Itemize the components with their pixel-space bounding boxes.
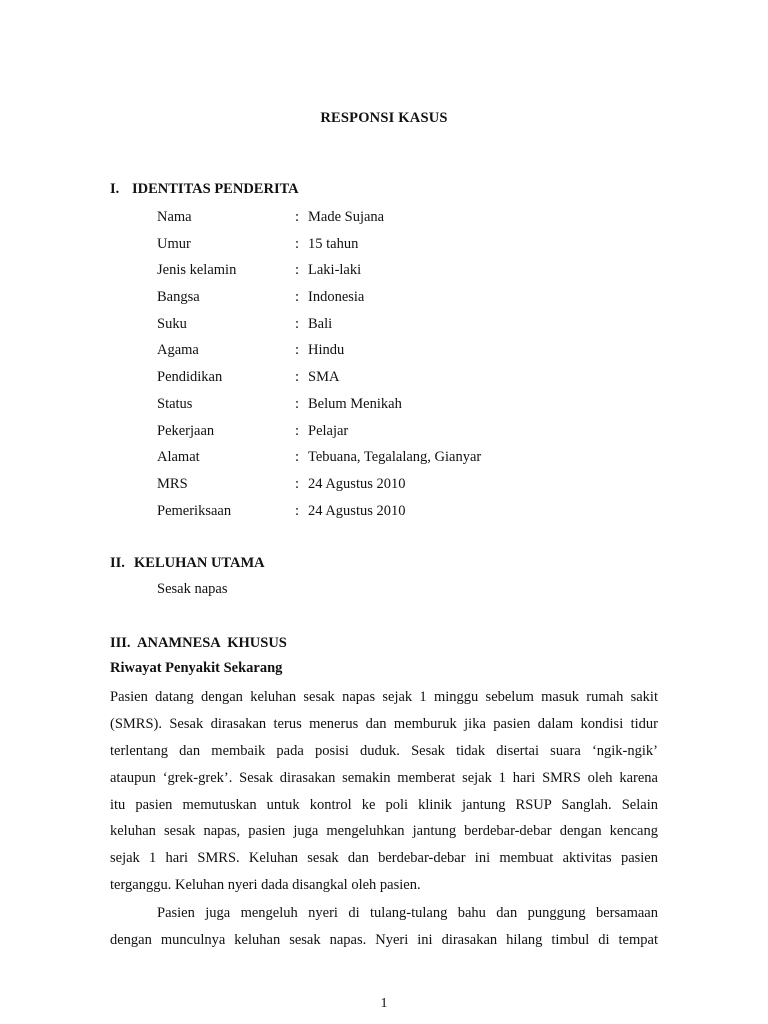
identity-row-status — [157, 394, 481, 421]
identity-value: Indonesia — [308, 289, 365, 306]
paragraph-line: ataupun ‘grek-grek’. Sesak dirasakan semakin memberat sejak 1 hari SMRS oleh karena — [110, 769, 658, 786]
identity-label: Suku — [157, 315, 187, 332]
identity-row-suku — [157, 314, 481, 341]
history-paragraph-2 — [110, 900, 658, 954]
identity-value: Bali — [308, 315, 333, 332]
identity-row-agama — [157, 340, 481, 367]
identity-colon: : — [295, 502, 300, 519]
identity-colon: : — [295, 262, 300, 279]
identity-label: MRS — [157, 475, 188, 492]
section-heading-identitas — [110, 181, 299, 198]
identity-value: Pelajar — [308, 422, 349, 439]
paragraph-line: Pasien juga mengeluh nyeri di tulang-tulang bahu dan punggung bersamaan — [157, 905, 658, 921]
identity-label: Alamat — [157, 449, 200, 466]
identity-label: Pemeriksaan — [157, 502, 232, 519]
document-title: RESPONSI KASUS — [320, 110, 448, 126]
section-heading-anamnesa — [110, 635, 287, 652]
main-complaint-text: Sesak napas — [157, 581, 228, 597]
identity-label: Agama — [157, 342, 199, 359]
identity-row-pendidikan — [157, 367, 481, 394]
identity-colon: : — [295, 369, 300, 386]
paragraph-line: dengan munculnya keluhan sesak napas. Nyeri ini dirasakan hilang timbul di tempat — [110, 931, 658, 948]
identity-row-pekerjaan — [157, 421, 481, 448]
paragraph-line: itu pasien memutuskan untuk kontrol ke poli klinik jantung RSUP Sanglah. Selain — [110, 796, 658, 813]
identity-value: Hindu — [308, 342, 345, 359]
section-number: III. — [110, 635, 131, 651]
section-title: IDENTITAS PENDERITA — [132, 181, 299, 197]
identity-colon: : — [295, 449, 300, 466]
paragraph-line: sejak 1 hari SMRS. Keluhan sesak dan berdebar-debar ini membuat aktivitas pasien — [110, 850, 658, 867]
paragraph-line: terlentang dan membaik pada posisi duduk. Sesak tidak disertai suara ‘ngik-ngik’ — [110, 742, 658, 759]
identity-row-alamat — [157, 447, 481, 474]
identity-label: Pekerjaan — [157, 422, 215, 439]
identity-row-nama — [157, 207, 481, 234]
subsection-heading: Riwayat Penyakit Sekarang — [110, 660, 283, 676]
section-title: ANAMNESA KHUSUS — [137, 635, 287, 651]
identity-label: Pendidikan — [157, 369, 223, 386]
page-number: 1 — [380, 996, 388, 1011]
identity-value: 24 Agustus 2010 — [308, 502, 406, 519]
identity-colon: : — [295, 235, 300, 252]
identity-value: Laki-laki — [308, 262, 362, 279]
identity-colon: : — [295, 475, 300, 492]
identity-colon: : — [295, 315, 300, 332]
identity-value: Made Sujana — [308, 209, 385, 225]
identity-colon: : — [295, 422, 300, 439]
section-number: II. — [110, 555, 125, 571]
identity-row-umur — [157, 234, 481, 261]
section-number: I. — [110, 181, 120, 197]
identity-row-mrs — [157, 474, 481, 501]
identity-value: Tebuana, Tegalalang, Gianyar — [308, 449, 482, 466]
history-paragraph-1 — [110, 684, 658, 899]
paragraph-line: terganggu. Keluhan nyeri dada disangkal oleh pasien. — [110, 877, 421, 894]
identity-value: Belum Menikah — [308, 395, 402, 412]
identity-label: Jenis kelamin — [157, 262, 237, 279]
identity-value: 15 tahun — [308, 235, 359, 252]
identity-colon: : — [295, 342, 300, 359]
paragraph-line: (SMRS). Sesak dirasakan terus menerus dan memburuk jika pasien dalam kondisi tidur — [110, 715, 658, 732]
identity-colon: : — [295, 289, 300, 306]
paragraph-line: Pasien datang dengan keluhan sesak napas sejak 1 minggu sebelum masuk rumah sakit — [110, 689, 658, 705]
identity-value: SMA — [308, 369, 340, 386]
identity-colon: : — [295, 209, 300, 225]
identity-row-bangsa — [157, 287, 481, 314]
section-title: KELUHAN UTAMA — [134, 555, 265, 571]
identity-row-pemeriksaan — [157, 501, 481, 528]
identity-label: Umur — [157, 235, 191, 252]
identity-table — [157, 207, 481, 527]
identity-colon: : — [295, 395, 300, 412]
paragraph-line: keluhan sesak napas, pasien juga mengeluhkan jantung berdebar-debar dengan kencang — [110, 823, 658, 840]
identity-label: Bangsa — [157, 289, 200, 306]
identity-label: Status — [157, 395, 193, 412]
section-heading-keluhan-utama — [110, 555, 265, 572]
identity-row-jenis-kelamin — [157, 260, 481, 287]
identity-value: 24 Agustus 2010 — [308, 475, 406, 492]
identity-label: Nama — [157, 209, 192, 225]
